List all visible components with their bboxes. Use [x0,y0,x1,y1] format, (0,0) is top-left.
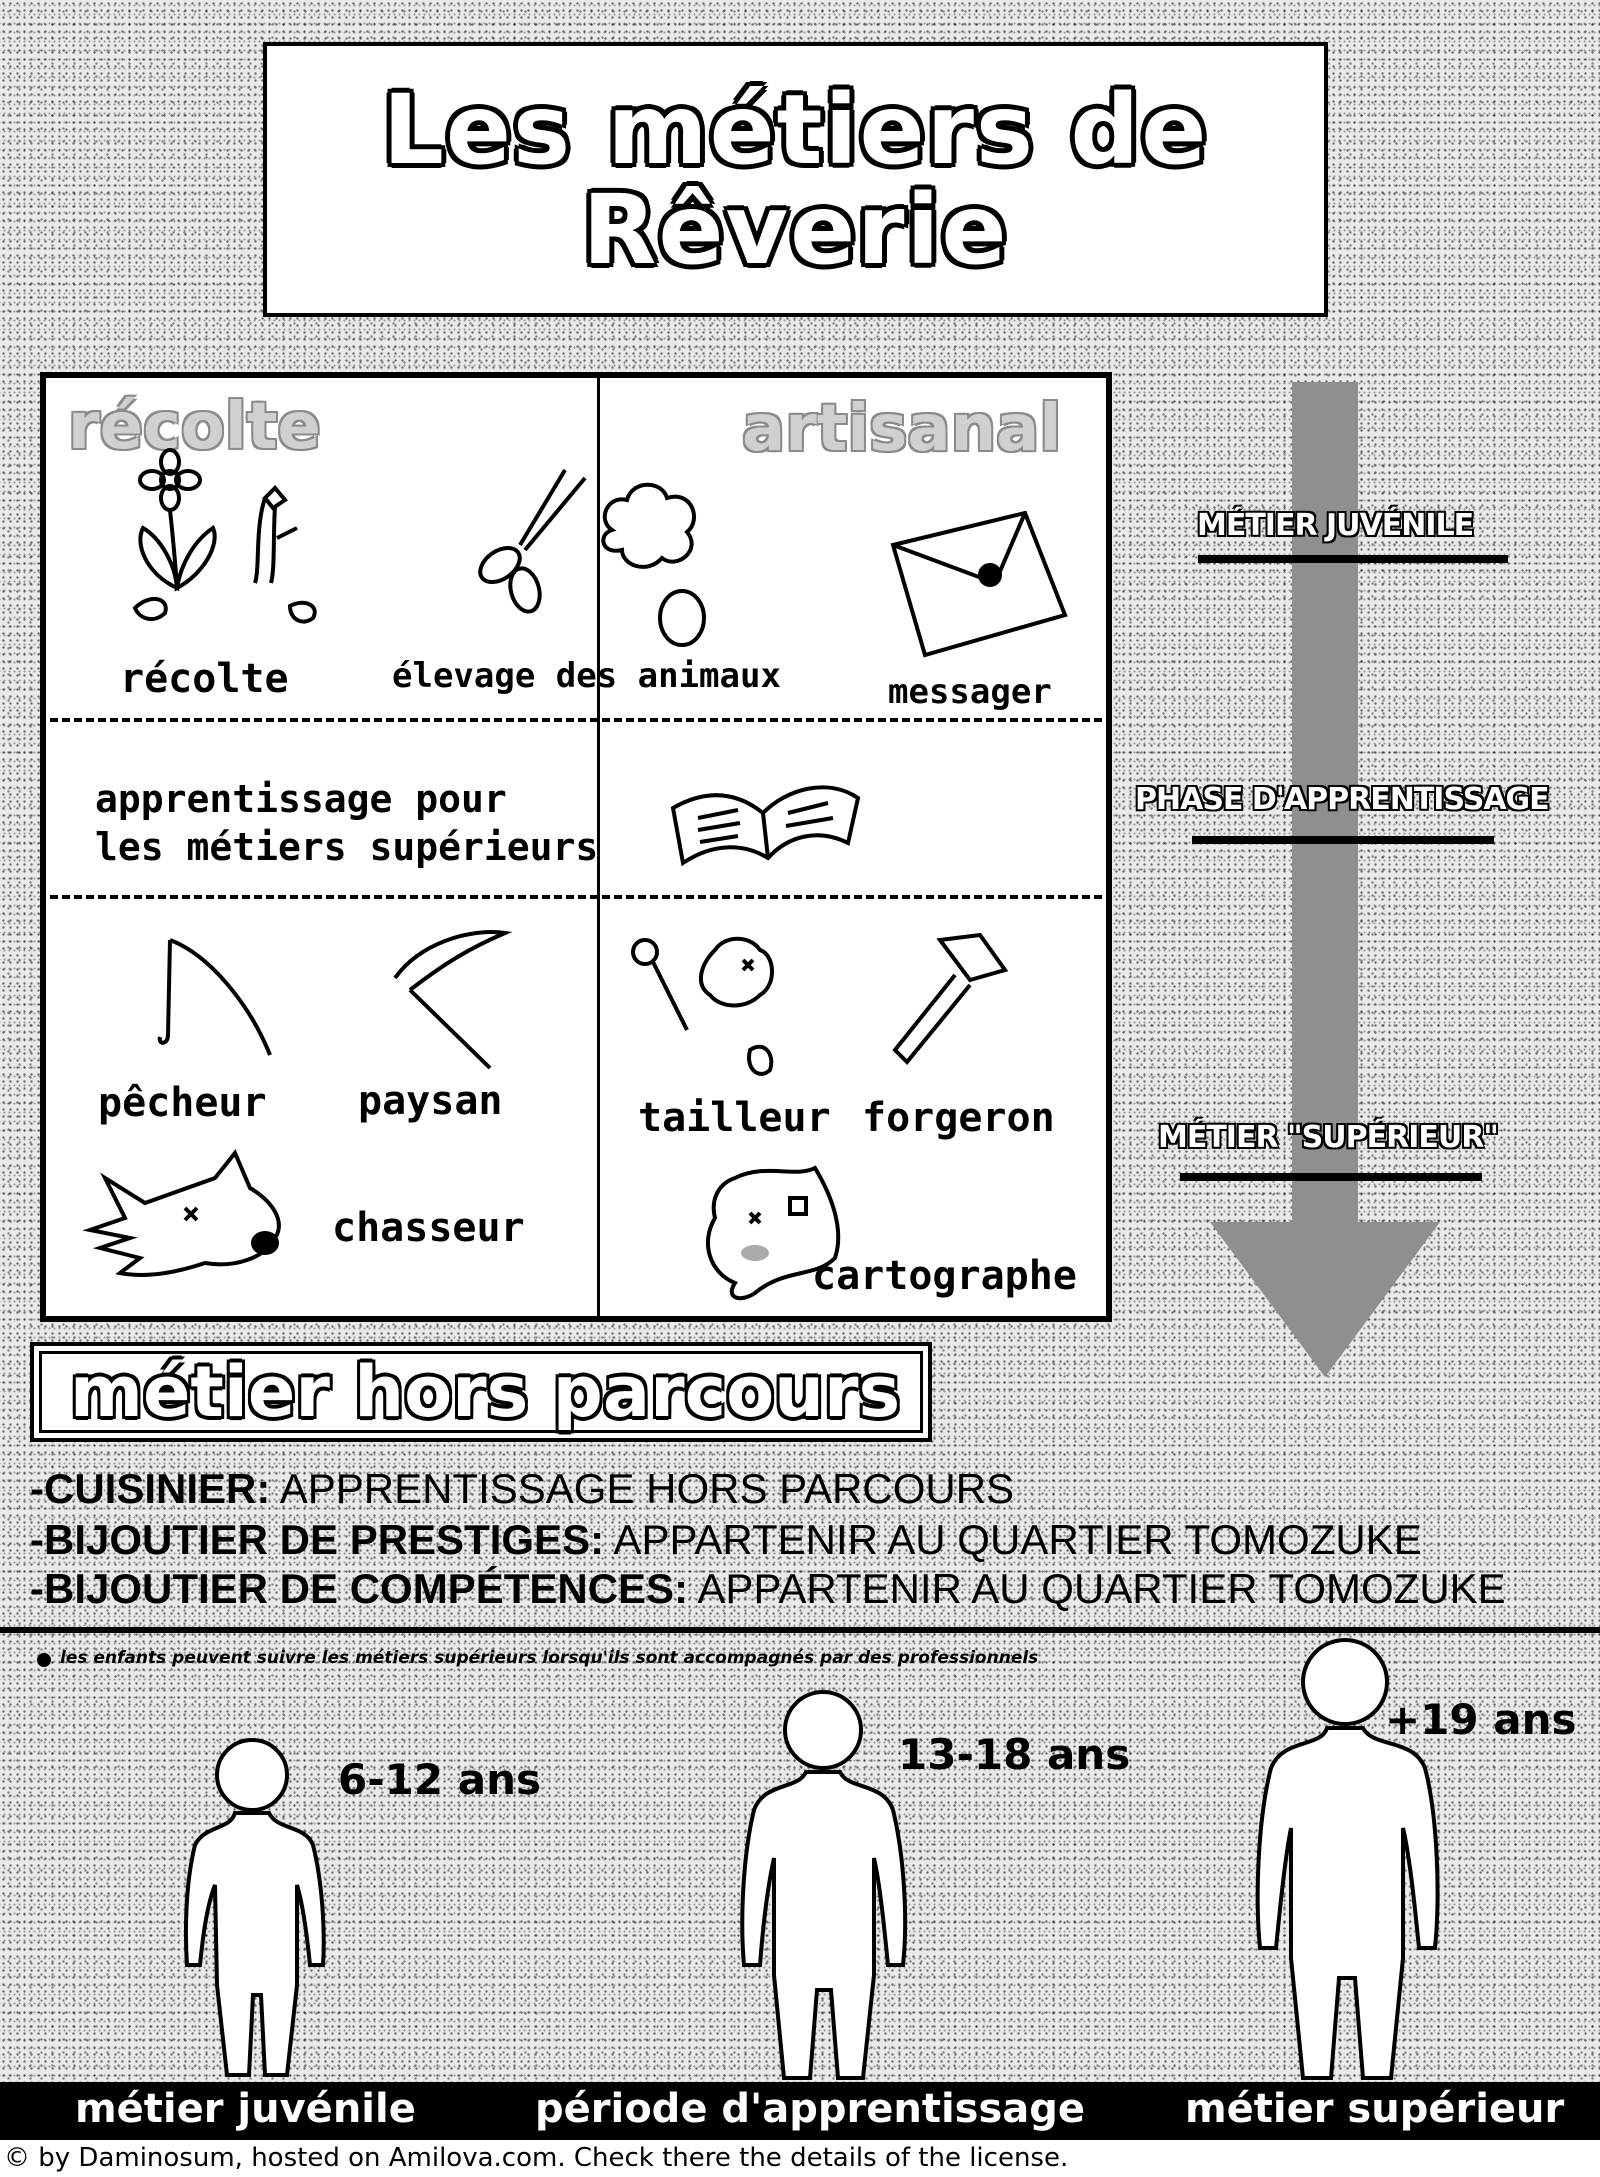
book-icon [668,758,868,873]
apprentissage-label [95,775,598,871]
section-separator [0,1627,1600,1633]
row-divider-2 [50,895,1102,899]
note-text: les enfants peuvent suivre les métiers supérieurs lorsqu'ils sont accompagnés par des professionnels [60,1648,1039,1668]
arrow-label-apprentissage: PHASE D'APPRENTISSAGE [1135,782,1549,817]
bullet-icon [36,1652,52,1668]
arrow-label-superieur: MÉTIER "SUPÉRIEUR" [1158,1120,1498,1155]
arrow-line-3 [1180,1173,1482,1181]
stage-apprentissage: période d'apprentissage [535,2086,1086,2132]
job-elevage: élevage des animaux [392,656,781,696]
stage-superieur: métier supérieur [1185,2086,1565,2132]
hp-desc: APPRENTISSAGE HORS PARCOURS [270,1465,1015,1512]
hors-parcours-item [30,1565,1506,1613]
stage-juvenile: métier juvénile [75,2086,416,2132]
job-recolte: récolte [120,656,289,702]
hors-parcours-box [30,1342,932,1442]
arrow-label-juvenile: MÉTIER JUVÉNILE [1197,508,1474,543]
title-box [263,42,1328,317]
row-divider-1 [50,718,1102,722]
envelope-icon [885,505,1075,665]
hp-job: -BIJOUTIER DE COMPÉTENCES: [30,1565,689,1612]
age-teen: 13-18 ans [898,1730,1131,1779]
scythe-icon [390,928,520,1073]
fishing-rod-icon [150,935,280,1065]
job-paysan: paysan [358,1078,503,1124]
hors-parcours-item [30,1516,1422,1564]
hp-desc: APPARTENIR AU QUARTIER TOMOZUKE [604,1516,1422,1563]
category-label-recolte: récolte [68,390,321,464]
job-tailleur: tailleur [638,1095,831,1141]
flower-icon [125,448,325,638]
page-title-line2: Rêverie [582,173,1009,286]
license-footer: © by Daminosum, hosted on Amilova.com. Check there the details of the license. [0,2140,1600,2177]
wolf-icon [85,1148,295,1288]
age-adult: +19 ans [1385,1695,1577,1744]
hp-job: -BIJOUTIER DE PRESTIGES: [30,1516,605,1563]
age-child: 6-12 ans [338,1755,541,1804]
child-figure-icon [165,1735,365,2080]
page-title-line1: Les métiers de [382,73,1209,186]
job-chasseur: chasseur [332,1205,525,1251]
hors-parcours-item [30,1465,1014,1513]
apprentissage-line1: apprentissage pour [95,777,507,821]
hammer-icon [885,930,1015,1070]
hp-job: -CUISINIER: [30,1465,271,1512]
job-pecheur: pêcheur [98,1080,267,1126]
job-messager: messager [888,672,1052,712]
apprentissage-line2: les métiers supérieurs [95,825,599,869]
arrow-line-1 [1198,555,1508,563]
arrow-line-2 [1192,836,1494,844]
hp-desc: APPARTENIR AU QUARTIER TOMOZUKE [688,1565,1506,1612]
wool-egg-icon [592,470,712,650]
scissors-icon [465,460,605,620]
hors-parcours-title: métier hors parcours [70,1351,901,1433]
job-forgeron: forgeron [862,1095,1055,1141]
job-cartographe: cartographe [812,1253,1077,1299]
sewing-needle-bear-icon [625,930,795,1080]
category-label-artisanal: artisanal [742,392,1062,466]
